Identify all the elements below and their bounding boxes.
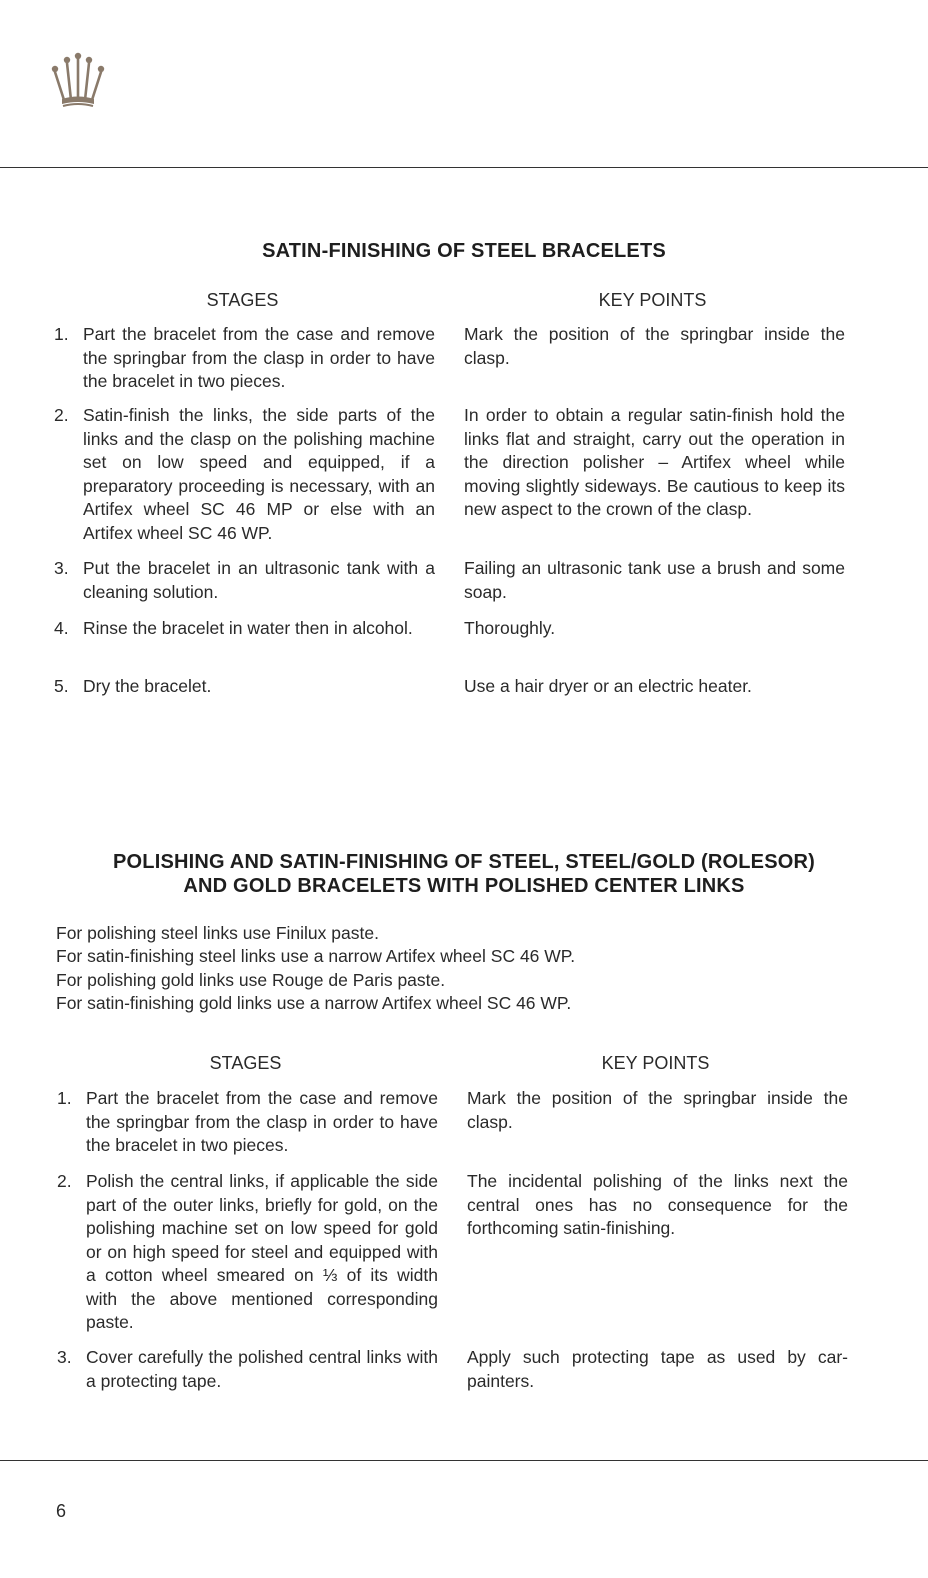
section2-stages-header: STAGES: [209, 1053, 282, 1073]
section2-keypoint-3: Apply such protecting tape as used by car-painters.: [467, 1347, 848, 1391]
bottom-rule: [0, 1460, 928, 1461]
stage-text: Part the bracelet from the case and remove the springbar from the clasp in order to have the bracelet in two pieces.: [86, 1088, 438, 1155]
section2-intro: [56, 922, 575, 1015]
section1-keypoint-5: Use a hair dryer or an electric heater.: [464, 676, 752, 696]
section1-keypoints-header: KEY POINTS: [598, 290, 707, 310]
section1-keypoint-3: Failing an ultrasonic tank use a brush and some soap.: [464, 558, 845, 602]
stage-text: Part the bracelet from the case and remove the springbar from the clasp in order to have the bracelet in two pieces.: [83, 324, 435, 391]
section2-title-line2: AND GOLD BRACELETS WITH POLISHED CENTER LINKS: [183, 875, 745, 897]
page-number: 6: [56, 1501, 67, 1521]
section1-stage-2: [54, 404, 435, 545]
intro-line: For polishing steel links use Finilux paste.: [56, 923, 379, 943]
stage-number: 3.: [57, 1347, 72, 1367]
stage-text: Rinse the bracelet in water then in alcohol.: [83, 618, 413, 638]
intro-line: For satin-finishing steel links use a narrow Artifex wheel SC 46 WP.: [56, 946, 576, 967]
stage-number: 2.: [54, 405, 69, 425]
stage-text: Put the bracelet in an ultrasonic tank with a cleaning solution.: [83, 558, 435, 602]
section1-stages-header: STAGES: [206, 290, 279, 310]
section2-keypoint-1: Mark the position of the springbar inside the clasp.: [467, 1088, 848, 1132]
stage-text: Dry the bracelet.: [83, 676, 212, 696]
section1-stage-4: [54, 617, 435, 641]
section2-stage-1: [57, 1087, 438, 1158]
stage-number: 1.: [54, 324, 69, 344]
section1-keypoint-4: Thoroughly.: [464, 618, 556, 638]
stage-number: 2.: [57, 1171, 72, 1191]
section2-stage-2: [57, 1170, 438, 1335]
section2-keypoints-header: KEY POINTS: [601, 1053, 710, 1073]
stage-number: 3.: [54, 558, 69, 578]
section1-stage-5: [54, 675, 435, 699]
stage-number: 4.: [54, 618, 69, 638]
section1-keypoint-2: In order to obtain a regular satin-finish hold the links flat and straight, carry out the operation in the direction polisher – Artifex wheel while moving slightly sideways. Be cautious to keep its new aspect to the crown of the clasp.: [464, 405, 845, 519]
top-rule: [0, 167, 928, 168]
stage-number: 5.: [54, 676, 69, 696]
section2-keypoint-2: The incidental polishing of the links next the central ones has no consequence for the forthcoming satin-finishing.: [467, 1171, 848, 1238]
section2-title-line1: POLISHING AND SATIN-FINISHING OF STEEL, STEEL/GOLD (ROLESOR): [112, 851, 815, 873]
section1-stage-3: [54, 557, 435, 604]
section1-stage-1: [54, 323, 435, 394]
stage-text: Satin-finish the links, the side parts of the links and the clasp on the polishing machine set on low speed and equipped, if a preparatory proceeding is necessary, with an Artifex wheel SC 46 MP or else with an Artifex wheel SC 46 WP.: [83, 405, 435, 543]
section1-keypoint-1: Mark the position of the springbar inside the clasp.: [464, 324, 845, 368]
crown-icon: [50, 50, 106, 112]
section2-stage-3: [57, 1346, 438, 1393]
intro-line: For satin-finishing gold links use a narrow Artifex wheel SC 46 WP.: [56, 992, 572, 1013]
section1-title: SATIN-FINISHING OF STEEL BRACELETS: [262, 240, 666, 262]
intro-line: For polishing gold links use Rouge de Paris paste.: [56, 969, 446, 990]
stage-number: 1.: [57, 1088, 72, 1108]
stage-text: Cover carefully the polished central links with a protecting tape.: [86, 1347, 438, 1391]
stage-text: Polish the central links, if applicable the side part of the outer links, briefly for gold, on the polishing machine set on low speed for gold or on high speed for steel and equipped with a cotton wheel smeared on ⅓ of its width with the above mentioned corresponding paste.: [86, 1171, 438, 1332]
